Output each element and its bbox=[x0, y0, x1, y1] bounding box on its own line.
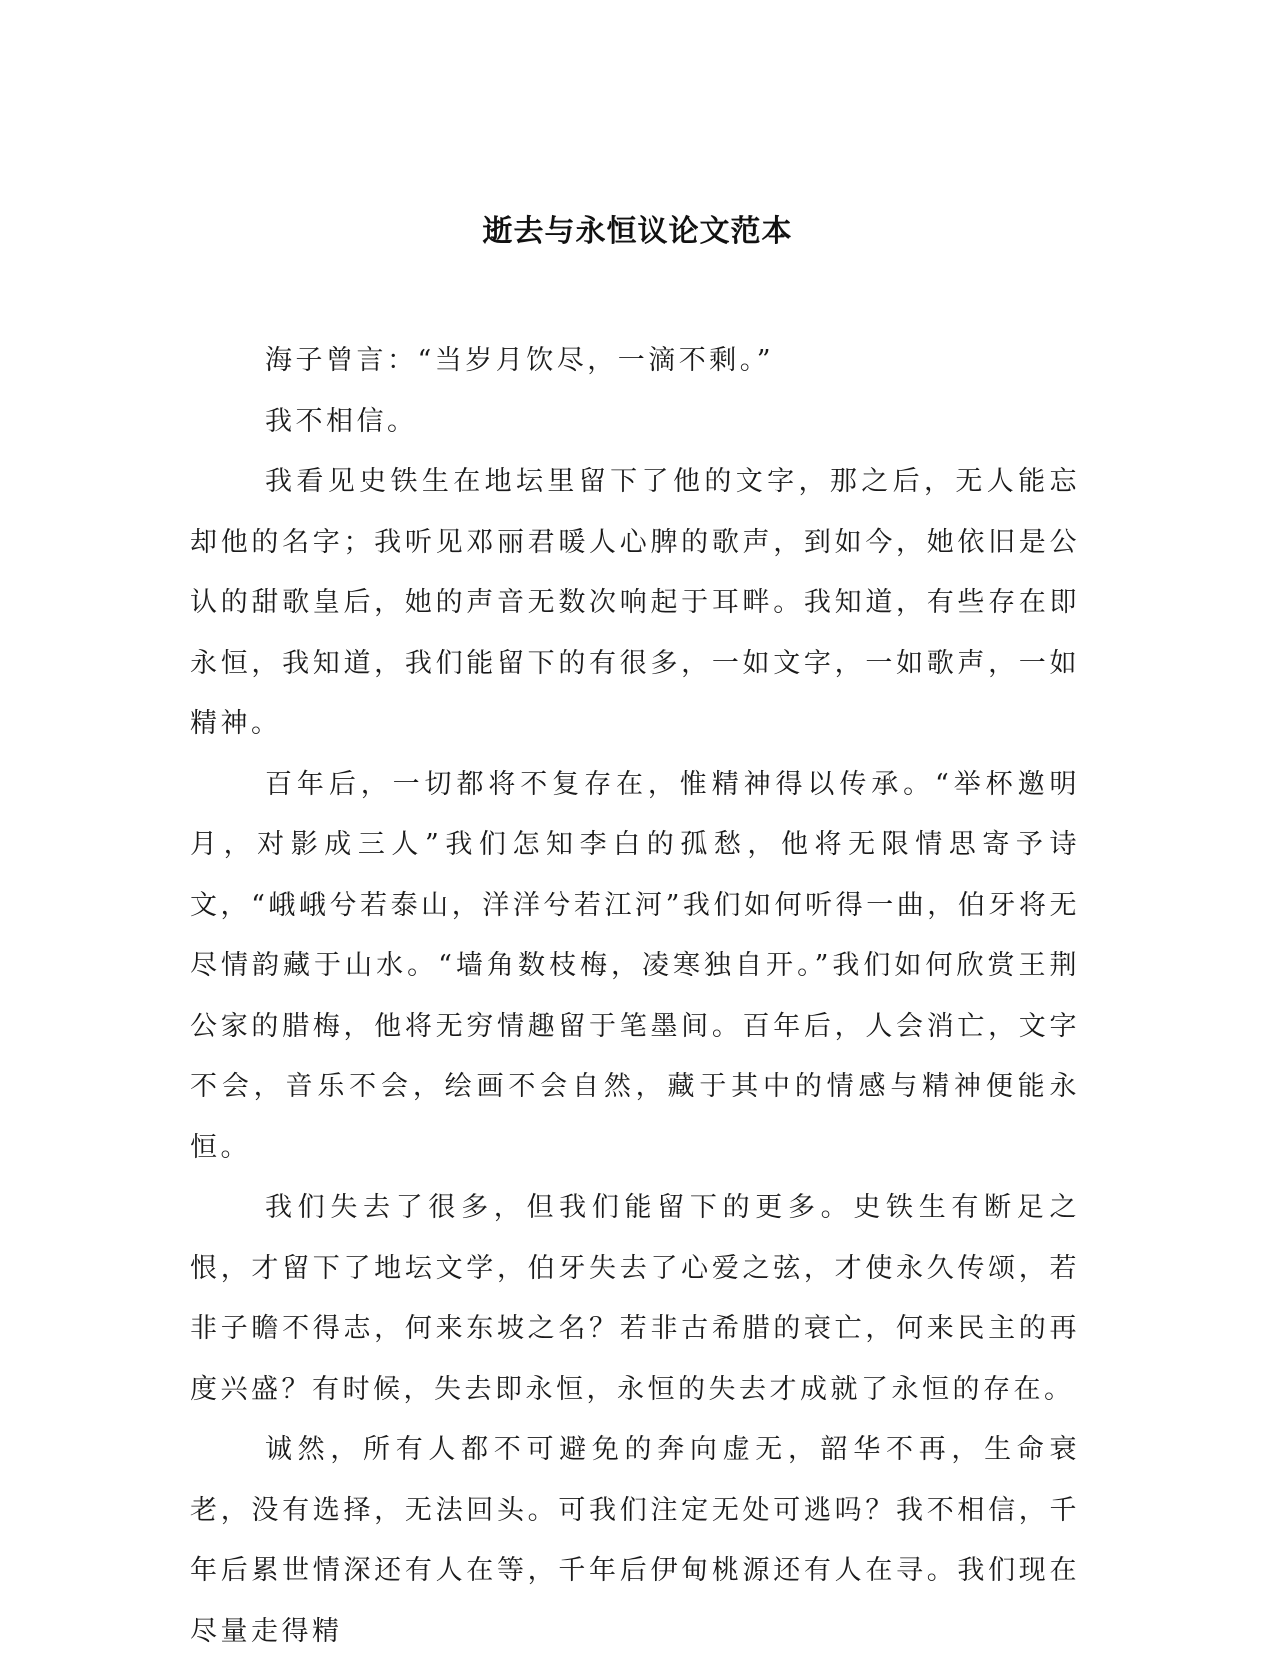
document-title: 逝去与永恒议论文范本 bbox=[482, 214, 793, 249]
paragraph-conclusion: 诚然，所有人都不可避免的奔向虚无，韶华不再，生命衰老，没有选择，无法回头。可我们注定无处可逃吗？我不相信，千年后累世情深还有人在等，千年后伊甸桃源还有人在寻。我们现在尽量走得精 bbox=[190, 1434, 1080, 1647]
paragraph-examples: 我看见史铁生在地坛里留下了他的文字，那之后，无人能忘却他的名字；我听见邓丽君暖人心脾的歌声，到如今，她依旧是公认的甜歌皇后，她的声音无数次响起于耳畔。我知道，有些存在即永恒，我知道，我们能留下的有很多，一如文字，一如歌声，一如精神。 bbox=[190, 466, 1080, 739]
paragraph-spirit: 百年后，一切都将不复存在，惟精神得以传承。“举杯邀明月，对影成三人”我们怎知李白的孤愁，他将无限情思寄予诗文，“峨峨兮若泰山，洋洋兮若江河”我们如何听得一曲，伯牙将无尽情韵藏于山水。“墙角数枝梅，凌寒独自开。”我们如何欣赏王荆公家的腊梅，他将无穷情趣留于笔墨间。百年后，人会消亡，文字不会，音乐不会，绘画不会自然，藏于其中的情感与精神便能永恒。 bbox=[190, 768, 1080, 1163]
paragraph-disbelief: 我不相信。 bbox=[265, 405, 418, 437]
document-body bbox=[190, 331, 1080, 1662]
paragraph-quote: 海子曾言：“当岁月饮尽，一滴不剩。” bbox=[265, 345, 775, 376]
paragraph-loss: 我们失去了很多，但我们能留下的更多。史铁生有断足之恨，才留下了地坛文学，伯牙失去了心爱之弦，才使永久传颂，若非子瞻不得志，何来东坡之名？若非古希腊的衰亡，何来民主的再度兴盛？有时候，失去即永恒，永恒的失去才成就了永恒的存在。 bbox=[190, 1192, 1080, 1405]
